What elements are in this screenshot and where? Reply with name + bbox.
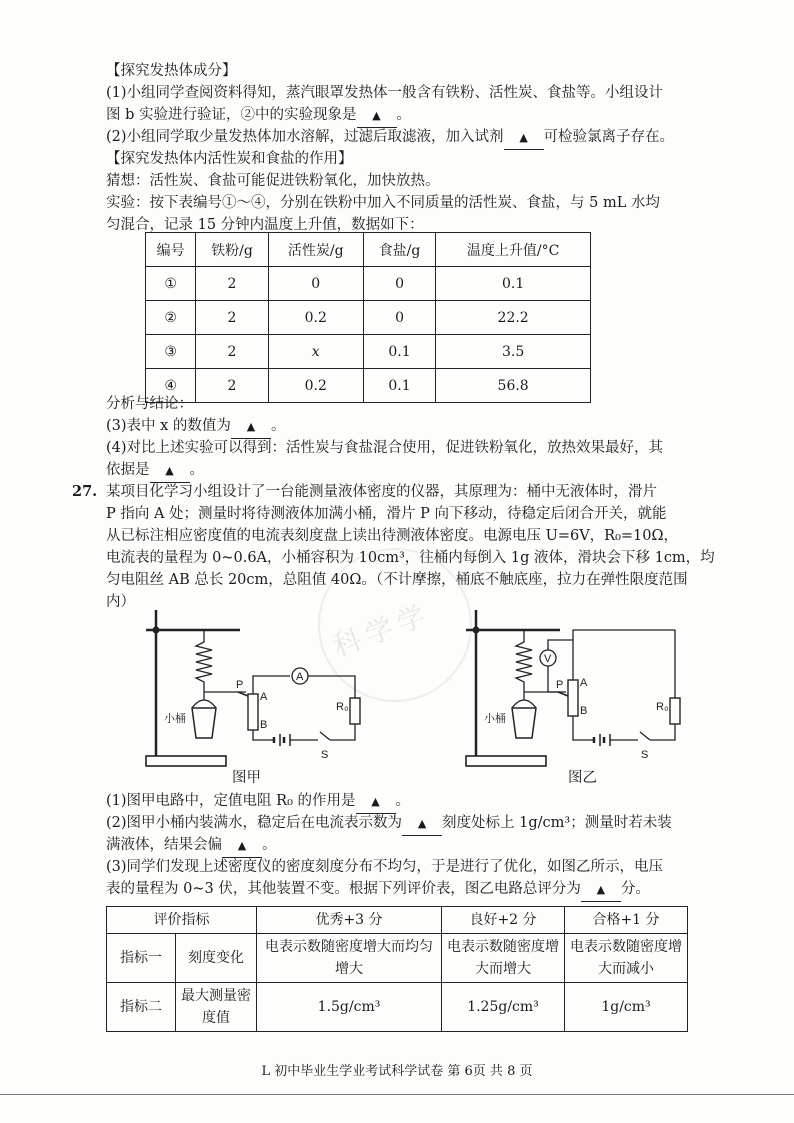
spring	[516, 630, 532, 692]
q27-line4: 电流表的量程为 0~0.6A，小桶容积为 10cm³，往桶内每倒入 1g 液体，滑块会下移 1cm，均	[106, 550, 715, 566]
q1-line1: (1)小组同学查阅资料得知，蒸汽眼罩发热体一般含有铁粉、活性炭、食盐等。小组设计	[106, 85, 664, 101]
table-cell: 电表示数随密度增大而均匀增大	[257, 934, 442, 983]
table-cell: 2	[196, 267, 268, 301]
table-cell: ④	[146, 369, 196, 403]
caption-figure-jia: 图甲	[232, 770, 261, 786]
label-ammeter: A	[296, 671, 304, 683]
table-header: 优秀+3 分	[257, 907, 442, 934]
table-header: 良好+2 分	[442, 907, 565, 934]
table-cell: 最大测量密度值	[176, 983, 257, 1032]
table-header-row	[107, 907, 688, 934]
table-cell: 1g/cm³	[565, 983, 688, 1032]
hypothesis: 猜想：活性炭、食盐可能促进铁粉氧化，加快放热。	[106, 173, 440, 189]
label-b: B	[580, 705, 588, 717]
watermark-stamp: 科学学	[296, 526, 493, 723]
table-row	[107, 983, 688, 1032]
label-a: A	[580, 677, 588, 689]
table-row	[146, 369, 591, 403]
resistor-r0	[670, 698, 680, 724]
switch-s	[320, 732, 330, 740]
table-header: 合格+1 分	[565, 907, 688, 934]
q27-line6: 内）	[106, 594, 135, 610]
table-cell: 指标二	[107, 983, 176, 1032]
label-b: B	[260, 719, 268, 731]
table-row	[146, 301, 591, 335]
table-cell: 0.2	[268, 369, 363, 403]
switch-s	[640, 732, 650, 740]
figure-jia-circuit	[140, 600, 380, 772]
table-cell: 0	[268, 267, 363, 301]
table-cell: 1.25g/cm³	[442, 983, 565, 1032]
table-cell: 0	[363, 301, 435, 335]
table-cell: 2	[196, 335, 268, 369]
label-p: P	[556, 679, 564, 691]
bucket	[192, 708, 216, 738]
label-s: S	[641, 749, 649, 761]
q27-part2-line2: 满液体，结果会偏 ▲ 。	[106, 834, 277, 858]
q27-part3-line2: 表的量程为 0~3 伏，其他装置不变。根据下列评价表，图乙电路总评分为 ▲ 分。	[106, 878, 650, 902]
spring	[196, 630, 212, 692]
experiment-line2: 匀混合，记录 15 分钟内温度上升值，数据如下：	[106, 217, 424, 233]
caption-figure-yi: 图乙	[568, 770, 597, 786]
label-p: P	[236, 679, 244, 691]
table-cell: ①	[146, 267, 196, 301]
table-cell: 22.2	[436, 301, 591, 335]
experiment-line1: 实验：按下表编号①～④，分别在铁粉中加入不同质量的活性炭、食盐，与 5 mL 水均	[106, 195, 660, 211]
table-header: 活性炭/g	[268, 233, 363, 267]
q27-part2-line1: (2)图甲小桶内装满水，稳定后在电流表示数为 ▲ 刻度处标上 1g/cm³；测量时若未装	[106, 812, 672, 836]
answer-blank[interactable]: ▲	[222, 835, 262, 858]
answer-blank[interactable]: ▲	[402, 813, 442, 836]
answer-blank[interactable]: ▲	[356, 791, 396, 814]
table-row	[146, 267, 591, 301]
label-bucket: 小桶	[164, 713, 186, 725]
table-header: 编号	[146, 233, 196, 267]
q27-line1: 某项目化学习小组设计了一台能测量液体密度的仪器，其原理为：桶中无液体时，滑片	[106, 484, 657, 500]
label-r0: R₀	[336, 701, 349, 713]
q27-line2: P 指向 A 处；测量时将待测液体加满小桶，滑片 P 向下移动，待稳定后闭合开关，就能	[106, 506, 667, 522]
table-cell: 0	[363, 267, 435, 301]
table-cell: 指标一	[107, 934, 176, 983]
evaluation-table	[106, 906, 688, 1032]
table-cell: 2	[196, 369, 268, 403]
section-title-composition: 【探究发热体成分】	[106, 63, 237, 79]
experiment-table	[145, 232, 591, 403]
stand-base	[466, 756, 546, 766]
table-cell: 1.5g/cm³	[257, 983, 442, 1032]
table-cell: ③	[146, 335, 196, 369]
q27-part3-line1: (3)同学们发现上述密度仪的密度刻度分布不均匀，于是进行了优化，如图乙所示，电压	[106, 859, 664, 875]
stand-base	[146, 756, 226, 766]
answer-blank[interactable]: ▲	[504, 127, 544, 150]
q27-line3: 从已标注相应密度值的电流表刻度盘上读出待测液体密度。电源电压 U=6V，R₀=10Ω，	[106, 528, 679, 544]
label-bucket: 小桶	[484, 713, 506, 725]
table-cell: 0.1	[363, 335, 435, 369]
question-number: 27.	[72, 483, 98, 500]
answer-blank[interactable]: ▲	[150, 460, 190, 483]
label-r0: R₀	[656, 701, 669, 713]
table-cell: 电表示数随密度增大而减小	[565, 934, 688, 983]
table-header-row	[146, 233, 591, 267]
table-cell: ②	[146, 301, 196, 335]
table-header: 温度上升值/°C	[436, 233, 591, 267]
bucket	[512, 708, 536, 738]
table-row	[146, 335, 591, 369]
table-cell: 2	[196, 301, 268, 335]
table-header: 食盐/g	[363, 233, 435, 267]
q1-line2: 图 b 实验进行验证，②中的实验现象是 ▲ 。	[106, 104, 411, 128]
resistance-wire-ab	[248, 694, 258, 730]
q2-line: (2)小组同学取少量发热体加水溶解，过滤后取滤液，加入试剂 ▲ 可检验氯离子存在。	[106, 126, 674, 150]
resistor-r0	[350, 698, 360, 724]
page-footer: L 初中毕业生学业考试科学试卷 第 6页 共 8 页	[261, 1064, 533, 1079]
section-title-function: 【探究发热体内活性炭和食盐的作用】	[106, 151, 353, 167]
label-s: S	[321, 749, 329, 761]
table-cell: 56.8	[436, 369, 591, 403]
label-voltmeter: V	[544, 653, 552, 665]
q4-line2: 依据是 ▲ 。	[106, 459, 204, 483]
q27-part1: (1)图甲电路中，定值电阻 R₀ 的作用是 ▲ 。	[106, 790, 410, 814]
q27-line5: 匀电阻丝 AB 总长 20cm，总阻值 40Ω。（不计摩擦，桶底不触底座，拉力在弹性限度范围	[106, 572, 688, 588]
answer-blank[interactable]: ▲	[231, 416, 271, 439]
answer-blank[interactable]: ▲	[581, 879, 621, 902]
analysis-heading: 分析与结论：	[106, 396, 193, 412]
table-cell: 3.5	[436, 335, 591, 369]
table-cell: 0.2	[268, 301, 363, 335]
q3-line: (3)表中 x 的数值为 ▲ 。	[106, 415, 285, 439]
table-cell: 刻度变化	[176, 934, 257, 983]
q4-line1: (4)对比上述实验可以得到：活性炭与食盐混合使用，促进铁粉氧化，放热效果最好，其	[106, 440, 664, 456]
table-header: 评价指标	[107, 907, 257, 934]
label-a: A	[260, 691, 268, 703]
resistance-wire-ab	[568, 680, 578, 716]
table-cell: 电表示数随密度增大而增大	[442, 934, 565, 983]
table-cell: 0.1	[363, 369, 435, 403]
table-cell: 0.1	[436, 267, 591, 301]
table-header: 铁粉/g	[196, 233, 268, 267]
table-cell: x	[268, 335, 363, 369]
answer-blank[interactable]: ▲	[357, 105, 397, 128]
table-row	[107, 934, 688, 983]
footer-divider	[0, 1094, 794, 1095]
figure-yi-circuit	[460, 600, 700, 772]
